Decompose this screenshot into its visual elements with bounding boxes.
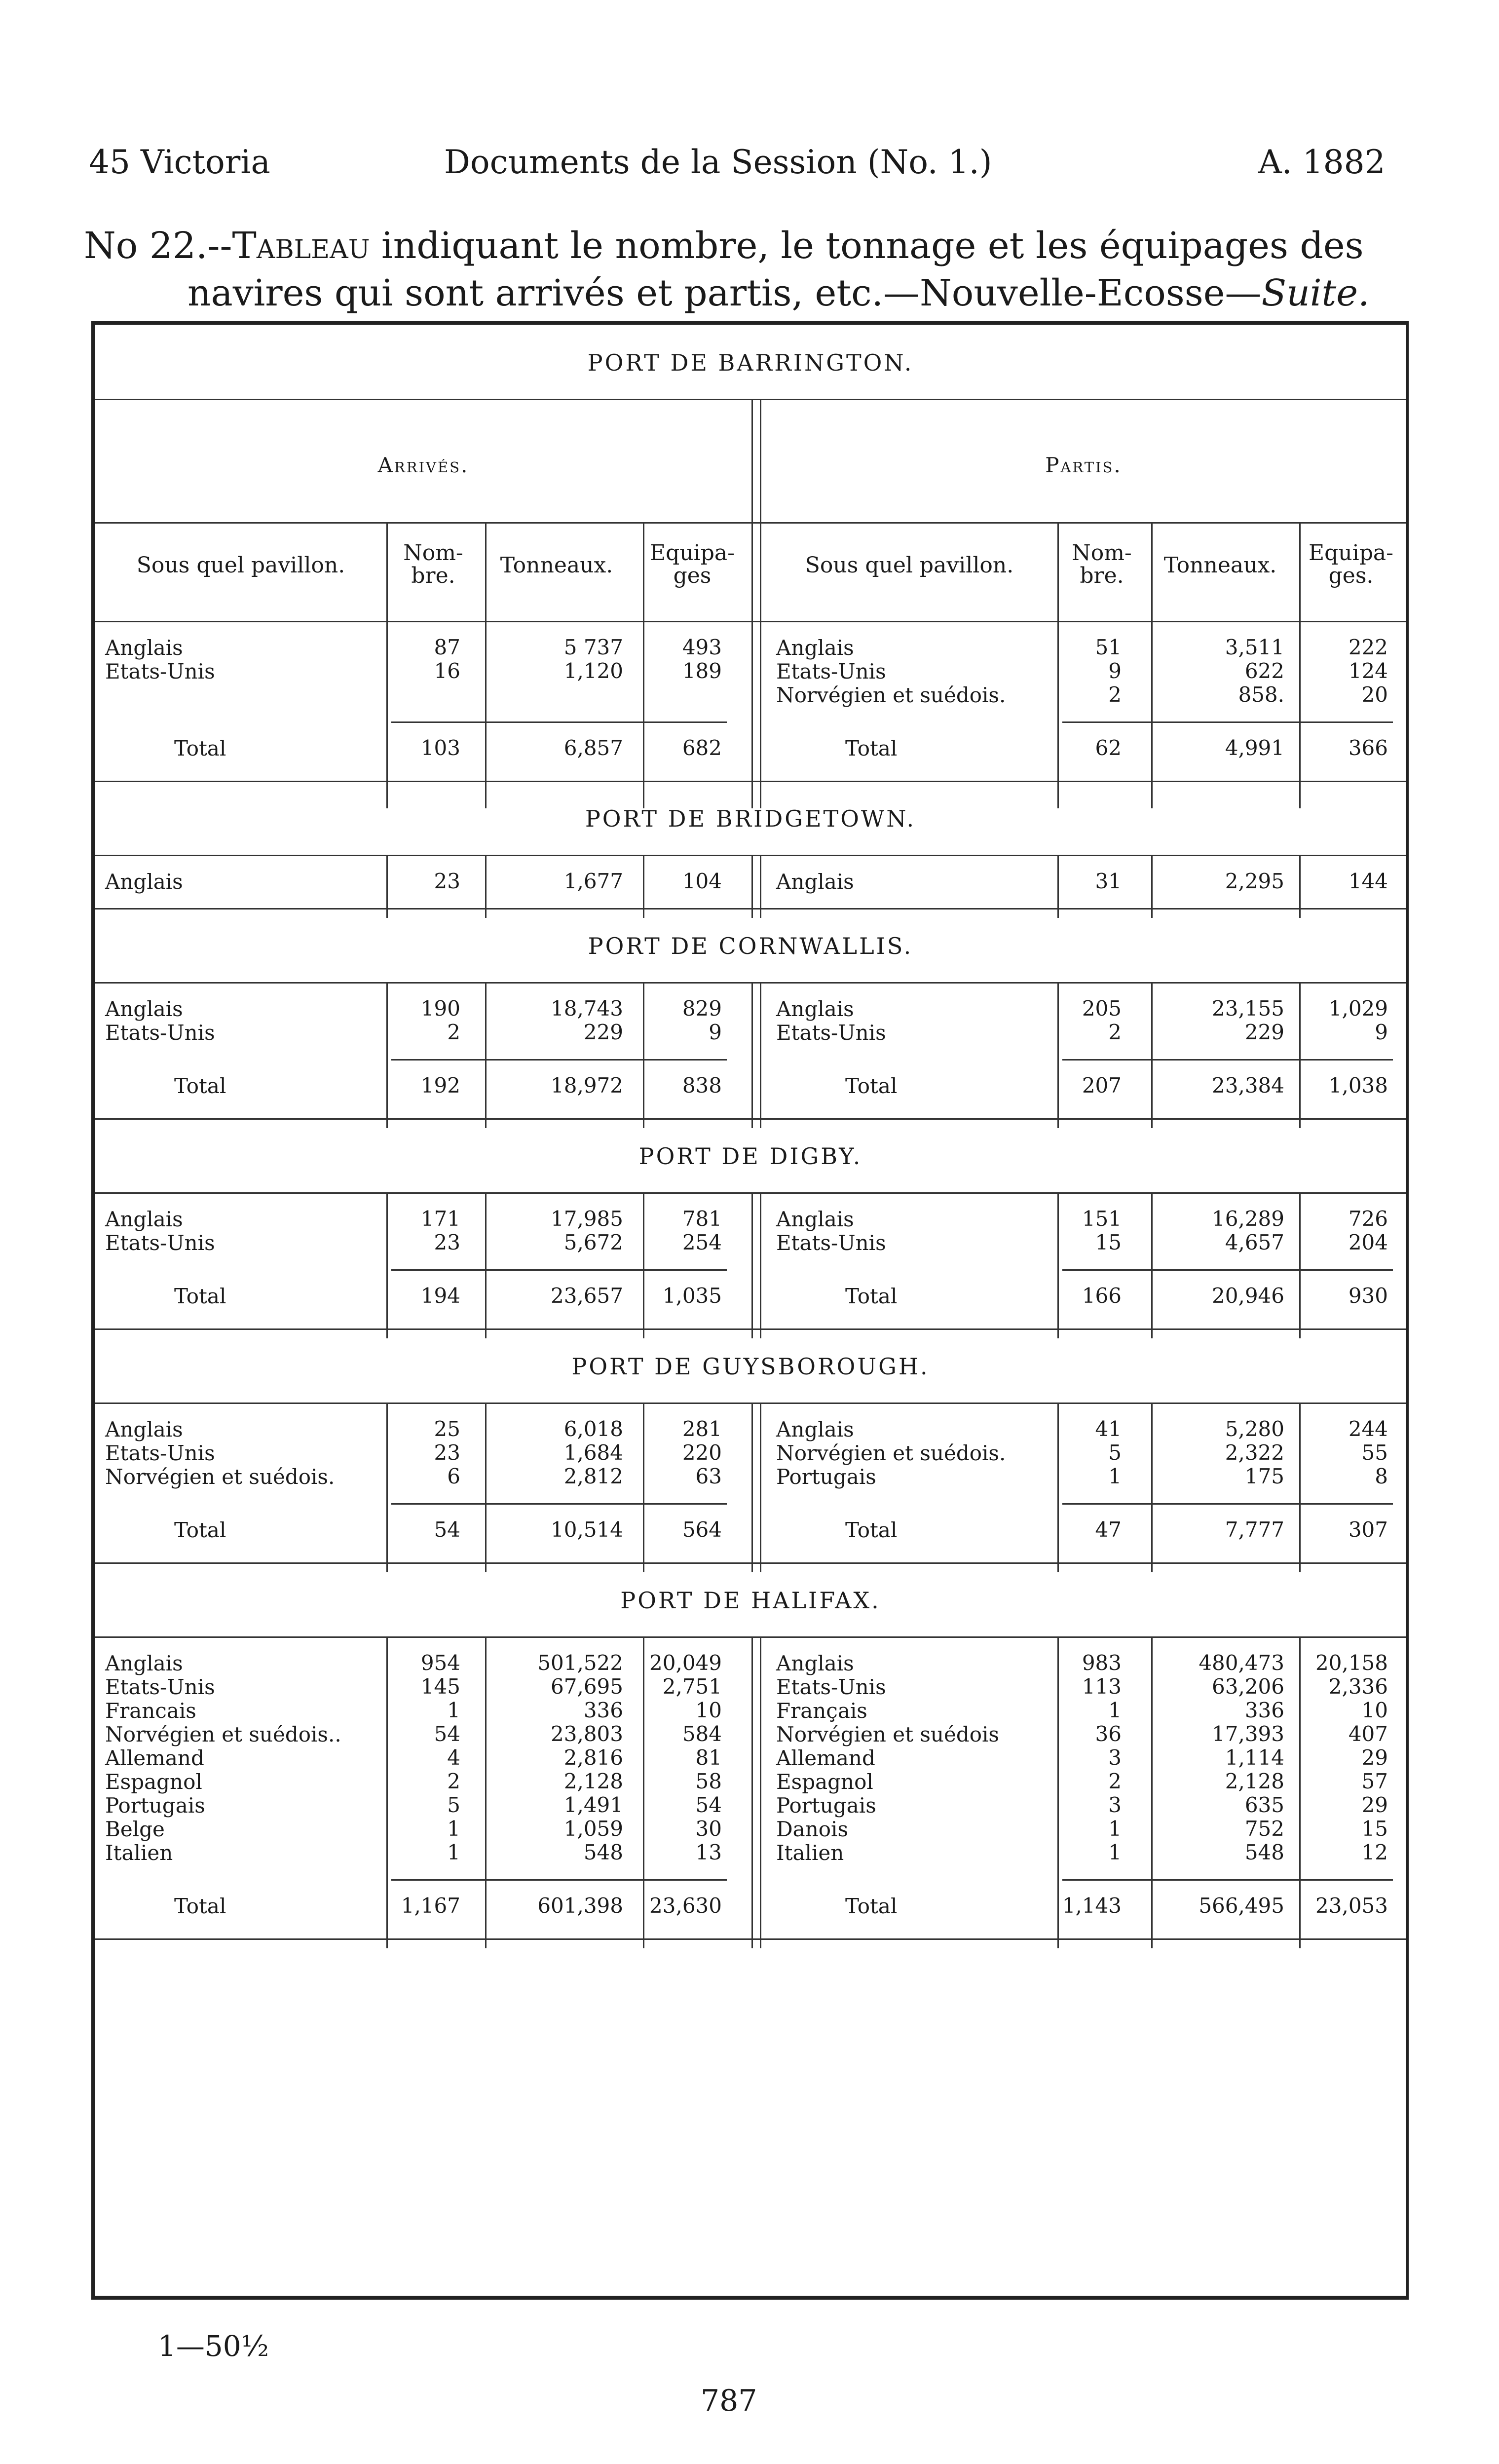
arrive-flag: Anglais (105, 1417, 183, 1441)
nombre-header: Nom-bre. (403, 540, 463, 588)
arrive-flag: Etats-Unis (105, 1441, 215, 1465)
column-rule (1151, 1403, 1153, 1572)
column-rule (1299, 522, 1301, 808)
arrive-flag: Francais (105, 1699, 196, 1723)
depart-equipages: 244 (1348, 1417, 1388, 1441)
arrives-heading: Arrivés. (377, 453, 469, 477)
arrive-equipages: 30 (695, 1817, 722, 1841)
arrive-total-equipages: 682 (682, 736, 722, 760)
depart-tonneaux: 4,657 (1225, 1230, 1284, 1254)
arrive-equipages: 20,049 (649, 1651, 722, 1675)
arrive-nombre: 190 (420, 996, 460, 1021)
arrive-tonneaux: 1,491 (563, 1793, 623, 1817)
arrive-tonneaux: 2,816 (563, 1745, 623, 1770)
depart-flag: Anglais (776, 1207, 854, 1231)
depart-total-nombre: 166 (1082, 1284, 1122, 1308)
depart-nombre: 1 (1108, 1464, 1122, 1488)
total-rule (1062, 1269, 1393, 1271)
arrive-nombre: 6 (447, 1464, 460, 1488)
header-right: A. 1882 (1258, 143, 1386, 181)
arrive-equipages: 58 (695, 1769, 722, 1793)
depart-nombre: 113 (1082, 1674, 1122, 1699)
depart-equipages: 9 (1375, 1020, 1388, 1044)
depart-nombre: 31 (1095, 869, 1122, 893)
depart-total-label: Total (845, 736, 898, 760)
depart-tonneaux: 5,280 (1225, 1417, 1284, 1441)
arrive-flag: Norvégien et suédois.. (105, 1722, 341, 1746)
header-rule (95, 621, 1406, 622)
depart-nombre: 151 (1082, 1207, 1122, 1231)
header-left: 45 Victoria (89, 143, 270, 181)
depart-equipages: 55 (1361, 1440, 1388, 1465)
depart-tonneaux: 2,322 (1225, 1440, 1284, 1465)
arrive-equipages: 81 (695, 1745, 722, 1770)
depart-total-label: Total (845, 1284, 898, 1308)
column-rule (1057, 1403, 1059, 1572)
section-rule (95, 1118, 1406, 1120)
depart-nombre: 41 (1095, 1417, 1122, 1441)
depart-tonneaux: 63,206 (1212, 1674, 1284, 1699)
depart-nombre: 36 (1095, 1722, 1122, 1746)
port-rule (95, 982, 1406, 984)
column-rule (1057, 982, 1059, 1128)
arrive-flag: Anglais (105, 997, 183, 1021)
arrive-equipages: 220 (682, 1440, 722, 1465)
depart-equipages: 29 (1361, 1745, 1388, 1770)
section-rule (95, 1938, 1406, 1940)
arrive-nombre: 171 (420, 1207, 460, 1231)
arrive-flag: Allemand (105, 1746, 204, 1770)
arrive-nombre: 5 (447, 1793, 460, 1817)
depart-total-nombre: 207 (1082, 1073, 1122, 1098)
arrive-flag: Anglais (105, 1651, 183, 1675)
depart-tonneaux: 1,114 (1225, 1745, 1284, 1770)
section-rule (95, 1562, 1406, 1564)
depart-tonneaux: 2,295 (1225, 869, 1284, 893)
column-rule (1057, 1636, 1059, 1948)
arrive-nombre: 54 (434, 1722, 460, 1746)
flag-header: Sous quel pavillon. (805, 553, 1014, 578)
arrive-flag: Portugais (105, 1793, 205, 1818)
arrive-tonneaux: 23,803 (551, 1722, 623, 1746)
depart-flag: Norvégien et suédois (776, 1722, 999, 1746)
arrive-total-label: Total (174, 1074, 226, 1098)
depart-equipages: 222 (1348, 635, 1388, 659)
total-rule (391, 1503, 727, 1505)
depart-nombre: 205 (1082, 996, 1122, 1021)
tonneaux-header: Tonneaux. (1163, 553, 1277, 578)
depart-nombre: 3 (1108, 1793, 1122, 1817)
arrive-equipages: 13 (695, 1840, 722, 1864)
arrive-nombre: 1 (447, 1840, 460, 1864)
column-rule (1151, 1192, 1153, 1338)
column-rule (1151, 1636, 1153, 1948)
arrive-nombre: 145 (420, 1674, 460, 1699)
arrive-flag: Italien (105, 1841, 173, 1865)
port-name: PORT DE GUYSBOROUGH. (571, 1353, 930, 1380)
signature-mark: 1—50½ (158, 2329, 269, 2363)
depart-total-equipages: 23,053 (1315, 1894, 1388, 1918)
port-rule (95, 1636, 1406, 1638)
arrive-equipages: 829 (682, 996, 722, 1021)
depart-tonneaux: 17,393 (1212, 1722, 1284, 1746)
arrive-total-label: Total (174, 1894, 226, 1918)
column-rule (643, 1636, 644, 1948)
port-rule (95, 399, 1406, 400)
column-rule (485, 982, 487, 1128)
depart-tonneaux: 229 (1244, 1020, 1284, 1044)
depart-flag: Portugais (776, 1465, 876, 1489)
arrive-equipages: 781 (682, 1207, 722, 1231)
depart-total-tonneaux: 566,495 (1199, 1894, 1284, 1918)
depart-tonneaux: 3,511 (1225, 635, 1284, 659)
depart-flag: Norvégien et suédois. (776, 683, 1006, 707)
depart-flag: Etats-Unis (776, 1231, 886, 1255)
depart-nombre: 1 (1108, 1698, 1122, 1722)
arrive-tonneaux: 5,672 (563, 1230, 623, 1254)
depart-nombre: 5 (1108, 1440, 1122, 1465)
depart-equipages: 57 (1361, 1769, 1388, 1793)
arrive-equipages: 493 (682, 635, 722, 659)
table-title: No 22.--Tableau indiquant le nombre, le tonnage et les équipages des navires qui sont arrivés et partis, etc.—Nouvelle-Ecosse—Suite. (84, 225, 1370, 314)
flag-header: Sous quel pavillon. (136, 553, 345, 578)
depart-equipages: 407 (1348, 1722, 1388, 1746)
depart-tonneaux: 2,128 (1225, 1769, 1284, 1793)
depart-equipages: 12 (1361, 1840, 1388, 1864)
depart-nombre: 2 (1108, 1769, 1122, 1793)
arrive-total-equipages: 564 (682, 1517, 722, 1542)
arrive-tonneaux: 67,695 (551, 1674, 623, 1699)
depart-total-nombre: 47 (1095, 1517, 1122, 1542)
arrive-flag: Etats-Unis (105, 1675, 215, 1699)
arrive-total-label: Total (174, 1284, 226, 1308)
depart-equipages: 204 (1348, 1230, 1388, 1254)
column-double-rule (751, 982, 761, 1128)
arrive-total-nombre: 103 (420, 736, 460, 760)
arrive-total-nombre: 1,167 (401, 1894, 460, 1918)
total-rule (391, 1879, 727, 1881)
port-rule (95, 1192, 1406, 1194)
column-rule (1151, 522, 1153, 808)
arrive-equipages: 104 (682, 869, 722, 893)
depart-nombre: 983 (1082, 1651, 1122, 1675)
depart-equipages: 15 (1361, 1817, 1388, 1841)
depart-total-equipages: 307 (1348, 1517, 1388, 1542)
depart-nombre: 2 (1108, 682, 1122, 707)
depart-equipages: 20,158 (1315, 1651, 1388, 1675)
depart-total-tonneaux: 7,777 (1225, 1517, 1284, 1542)
port-name: PORT DE HALIFAX. (620, 1587, 881, 1614)
depart-flag: Anglais (776, 870, 854, 894)
arrive-flag: Etats-Unis (105, 1021, 215, 1045)
arrive-total-tonneaux: 601,398 (537, 1894, 623, 1918)
arrive-tonneaux: 1,677 (563, 869, 623, 893)
arrive-total-equipages: 1,035 (662, 1284, 722, 1308)
column-rule (1057, 1192, 1059, 1338)
arrive-total-nombre: 194 (420, 1284, 460, 1308)
column-rule (1299, 982, 1301, 1128)
section-rule (95, 908, 1406, 910)
arrive-total-nombre: 192 (420, 1073, 460, 1098)
nombre-header: Nom-bre. (1072, 540, 1132, 588)
depart-total-label: Total (845, 1894, 898, 1918)
depart-flag: Etats-Unis (776, 1021, 886, 1045)
arrive-equipages: 281 (682, 1417, 722, 1441)
total-rule (391, 1269, 727, 1271)
arrive-flag: Norvégien et suédois. (105, 1465, 335, 1489)
arrive-tonneaux: 1,684 (563, 1440, 623, 1465)
column-rule (643, 522, 644, 808)
depart-tonneaux: 23,155 (1212, 996, 1284, 1021)
port-name: PORT DE DIGBY. (638, 1143, 862, 1170)
arrive-total-equipages: 838 (682, 1073, 722, 1098)
arrive-nombre: 2 (447, 1769, 460, 1793)
column-double-rule (751, 1403, 761, 1572)
column-rule (485, 522, 487, 808)
port-rule (95, 1403, 1406, 1404)
arrive-nombre: 23 (434, 1230, 460, 1254)
arrive-nombre: 23 (434, 1440, 460, 1465)
arrive-equipages: 254 (682, 1230, 722, 1254)
column-rule (643, 1192, 644, 1338)
header-rule (95, 522, 1406, 524)
depart-flag: Etats-Unis (776, 659, 886, 683)
depart-nombre: 1 (1108, 1840, 1122, 1864)
column-rule (1299, 1636, 1301, 1948)
arrive-tonneaux: 1,059 (563, 1817, 623, 1841)
depart-total-label: Total (845, 1518, 898, 1542)
column-rule (1299, 1192, 1301, 1338)
port-name: PORT DE BARRINGTON. (587, 349, 914, 376)
table-frame (91, 321, 1409, 2300)
arrive-tonneaux: 2,128 (563, 1769, 623, 1793)
depart-tonneaux: 752 (1244, 1817, 1284, 1841)
total-rule (391, 721, 727, 723)
depart-tonneaux: 635 (1244, 1793, 1284, 1817)
depart-nombre: 15 (1095, 1230, 1122, 1254)
depart-total-equipages: 930 (1348, 1284, 1388, 1308)
depart-total-equipages: 366 (1348, 736, 1388, 760)
column-rule (643, 982, 644, 1128)
total-rule (1062, 1059, 1393, 1061)
depart-total-tonneaux: 4,991 (1225, 736, 1284, 760)
arrive-total-tonneaux: 10,514 (551, 1517, 623, 1542)
arrive-total-tonneaux: 23,657 (551, 1284, 623, 1308)
section-rule (95, 781, 1406, 782)
depart-total-label: Total (845, 1074, 898, 1098)
column-rule (386, 522, 388, 808)
arrive-nombre: 16 (434, 659, 460, 683)
depart-equipages: 124 (1348, 659, 1388, 683)
arrive-tonneaux: 18,743 (551, 996, 623, 1021)
arrive-nombre: 954 (420, 1651, 460, 1675)
depart-equipages: 29 (1361, 1793, 1388, 1817)
depart-flag: Portugais (776, 1793, 876, 1818)
arrive-tonneaux: 548 (583, 1840, 623, 1864)
arrive-tonneaux: 501,522 (537, 1651, 623, 1675)
depart-flag: Anglais (776, 1651, 854, 1675)
arrive-equipages: 54 (695, 1793, 722, 1817)
arrive-nombre: 4 (447, 1745, 460, 1770)
arrive-total-tonneaux: 6,857 (563, 736, 623, 760)
arrive-flag: Anglais (105, 870, 183, 894)
arrive-tonneaux: 6,018 (563, 1417, 623, 1441)
arrive-flag: Anglais (105, 636, 183, 660)
depart-total-tonneaux: 23,384 (1212, 1073, 1284, 1098)
depart-tonneaux: 548 (1244, 1840, 1284, 1864)
depart-nombre: 9 (1108, 659, 1122, 683)
arrive-tonneaux: 5 737 (563, 635, 623, 659)
total-rule (391, 1059, 727, 1061)
column-double-rule (751, 1192, 761, 1338)
port-name: PORT DE CORNWALLIS. (588, 933, 913, 959)
arrive-tonneaux: 336 (583, 1698, 623, 1722)
depart-tonneaux: 858. (1238, 682, 1284, 707)
running-header (84, 143, 1416, 188)
page-number: 787 (701, 2384, 757, 2418)
arrive-nombre: 1 (447, 1817, 460, 1841)
depart-flag: Anglais (776, 1417, 854, 1441)
depart-nombre: 51 (1095, 635, 1122, 659)
total-rule (1062, 1879, 1393, 1881)
column-rule (485, 1192, 487, 1338)
arrive-total-label: Total (174, 1518, 226, 1542)
arrive-flag: Espagnol (105, 1770, 202, 1794)
column-rule (643, 1403, 644, 1572)
arrive-tonneaux: 229 (583, 1020, 623, 1044)
depart-flag: Norvégien et suédois. (776, 1441, 1006, 1465)
depart-nombre: 2 (1108, 1020, 1122, 1044)
depart-tonneaux: 480,473 (1199, 1651, 1284, 1675)
column-rule (386, 1636, 388, 1948)
depart-tonneaux: 16,289 (1212, 1207, 1284, 1231)
arrive-tonneaux: 2,812 (563, 1464, 623, 1488)
depart-total-nombre: 62 (1095, 736, 1122, 760)
depart-flag: Italien (776, 1841, 844, 1865)
arrive-equipages: 189 (682, 659, 722, 683)
equipages-header: Equipa-ges. (1309, 540, 1393, 588)
port-name: PORT DE BRIDGETOWN. (585, 805, 916, 832)
arrive-flag: Etats-Unis (105, 1231, 215, 1255)
column-rule (1057, 522, 1059, 808)
depart-flag: Anglais (776, 636, 854, 660)
depart-equipages: 2,336 (1328, 1674, 1388, 1699)
depart-tonneaux: 175 (1244, 1464, 1284, 1488)
depart-flag: Etats-Unis (776, 1675, 886, 1699)
arrive-total-equipages: 23,630 (649, 1894, 722, 1918)
depart-total-equipages: 1,038 (1328, 1073, 1388, 1098)
arrive-nombre: 23 (434, 869, 460, 893)
column-rule (485, 1636, 487, 1948)
total-rule (1062, 1503, 1393, 1505)
depart-total-nombre: 1,143 (1062, 1894, 1122, 1918)
column-rule (386, 1192, 388, 1338)
arrive-nombre: 87 (434, 635, 460, 659)
depart-equipages: 1,029 (1328, 996, 1388, 1021)
depart-equipages: 144 (1348, 869, 1388, 893)
arrive-equipages: 10 (695, 1698, 722, 1722)
arrive-total-tonneaux: 18,972 (551, 1073, 623, 1098)
equipages-header: Equipa-ges (650, 540, 735, 588)
arrive-equipages: 9 (709, 1020, 722, 1044)
depart-flag: Allemand (776, 1746, 875, 1770)
arrive-flag: Anglais (105, 1207, 183, 1231)
tonneaux-header: Tonneaux. (500, 553, 613, 578)
arrive-total-nombre: 54 (434, 1517, 460, 1542)
column-rule (1151, 982, 1153, 1128)
arrive-tonneaux: 17,985 (551, 1207, 623, 1231)
port-rule (95, 855, 1406, 856)
depart-flag: Danois (776, 1817, 849, 1841)
depart-nombre: 3 (1108, 1745, 1122, 1770)
arrive-equipages: 63 (695, 1464, 722, 1488)
depart-tonneaux: 622 (1244, 659, 1284, 683)
depart-flag: Espagnol (776, 1770, 873, 1794)
arrive-flag: Etats-Unis (105, 659, 215, 683)
column-double-rule (751, 1636, 761, 1948)
arrive-nombre: 25 (434, 1417, 460, 1441)
depart-total-tonneaux: 20,946 (1212, 1284, 1284, 1308)
arrive-nombre: 2 (447, 1020, 460, 1044)
depart-equipages: 8 (1375, 1464, 1388, 1488)
depart-equipages: 726 (1348, 1207, 1388, 1231)
depart-flag: Français (776, 1699, 867, 1723)
column-rule (386, 982, 388, 1128)
depart-tonneaux: 336 (1244, 1698, 1284, 1722)
depart-equipages: 20 (1361, 682, 1388, 707)
arrive-equipages: 2,751 (662, 1674, 722, 1699)
arrive-total-label: Total (174, 736, 226, 760)
header-center: Documents de la Session (No. 1.) (444, 143, 992, 181)
column-rule (1299, 1403, 1301, 1572)
total-rule (1062, 721, 1393, 723)
arrive-flag: Belge (105, 1817, 165, 1841)
column-double-rule (751, 399, 761, 808)
arrive-equipages: 584 (682, 1722, 722, 1746)
depart-nombre: 1 (1108, 1817, 1122, 1841)
section-rule (95, 1328, 1406, 1330)
column-rule (485, 1403, 487, 1572)
column-rule (386, 1403, 388, 1572)
arrive-tonneaux: 1,120 (563, 659, 623, 683)
depart-flag: Anglais (776, 997, 854, 1021)
arrive-nombre: 1 (447, 1698, 460, 1722)
partis-heading: Partis. (1045, 453, 1122, 477)
depart-equipages: 10 (1361, 1698, 1388, 1722)
